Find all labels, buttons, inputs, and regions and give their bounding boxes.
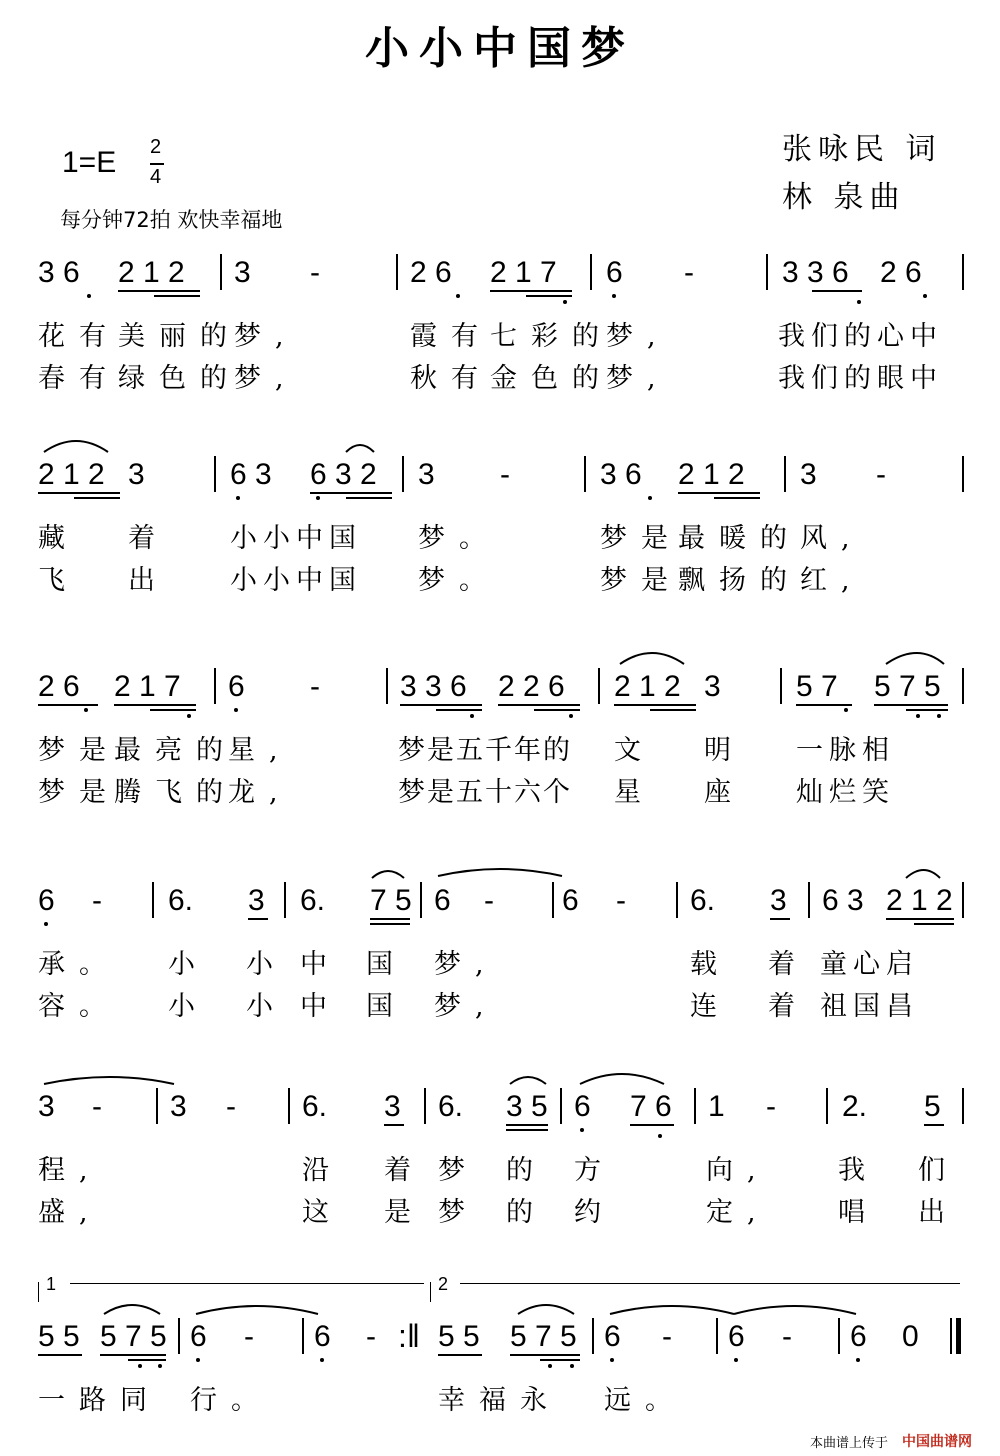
time-signature-bottom: 4 xyxy=(150,166,162,188)
note-group: 0 xyxy=(902,1320,919,1353)
key-signature: 1=E xyxy=(62,146,117,179)
lyric-verse2: 这 xyxy=(302,1197,343,1228)
lyric-verse2: 盛, xyxy=(38,1197,102,1228)
lyric-verse1: 梦。 xyxy=(418,523,500,554)
lyric-verse1: 着 xyxy=(768,949,809,980)
slur xyxy=(510,1077,546,1084)
lyric-verse1: 文 xyxy=(614,735,655,766)
lyric-verse2: 春有 xyxy=(38,363,120,394)
lyric-verse2: 金色的 xyxy=(490,363,613,394)
lyric-verse1: 梦, xyxy=(434,949,498,980)
lyric-verse2: 红, xyxy=(800,565,864,596)
lyric-verse1: 行。 xyxy=(190,1385,272,1416)
note-group: 2 1 2 xyxy=(38,458,105,491)
note-group: 2 1 2 xyxy=(886,884,953,917)
lyric-verse2: 腾飞的 xyxy=(114,777,237,808)
lyric-verse2: 星 xyxy=(614,777,655,808)
lyric-verse1: 一脉相 xyxy=(796,735,895,766)
note-group: 5 xyxy=(924,1090,941,1123)
note-dash: - xyxy=(310,670,320,703)
lyric-verse1: 沿 xyxy=(302,1155,343,1186)
note-group: 6 xyxy=(574,1090,591,1123)
note-group: 2. xyxy=(842,1090,868,1123)
lyric-verse1: 星, xyxy=(228,735,292,766)
lyric-verse1: 一路同 xyxy=(38,1385,161,1416)
note-group: 2 1 2 xyxy=(678,458,745,491)
slur xyxy=(346,445,374,452)
note-group: 2 1 2 xyxy=(118,256,185,289)
note-group: 6 xyxy=(314,1320,331,1353)
repeat-sign: :‖ xyxy=(398,1318,421,1354)
note-group: 3 xyxy=(418,458,435,491)
note-group: 1 xyxy=(708,1090,725,1123)
note-group: 3 6 xyxy=(600,458,642,491)
lyric-verse1: 国 xyxy=(366,949,407,980)
note-dash: - xyxy=(310,256,320,289)
slur xyxy=(44,441,108,452)
lyric-verse2: 连 xyxy=(690,991,731,1022)
note-group: 6 3 2 xyxy=(310,458,377,491)
lyric-verse2: 中 xyxy=(300,991,341,1022)
lyric-verse1: 小 xyxy=(246,949,287,980)
lyric-verse2: 梦是 xyxy=(38,777,120,808)
lyric-verse2: 出 xyxy=(128,565,169,596)
tie xyxy=(734,1306,856,1314)
note-group: 5 7 xyxy=(796,670,838,703)
lyric-verse1: 明 xyxy=(704,735,745,766)
lyric-verse1: 梦 xyxy=(438,1155,479,1186)
note-group: 2 6 xyxy=(880,256,922,289)
note-group: 3 xyxy=(384,1090,401,1123)
note-dash: - xyxy=(92,884,102,917)
lyric-verse2: 飞 xyxy=(38,565,79,596)
lyric-verse1: 梦是 xyxy=(600,523,682,554)
lyric-verse2: 梦 xyxy=(438,1197,479,1228)
lyric-verse2: 灿烂笑 xyxy=(796,777,895,808)
note-dash: - xyxy=(244,1320,254,1353)
note-dash: - xyxy=(366,1320,376,1353)
lyric-verse1: 最亮的 xyxy=(114,735,237,766)
lyric-verse2: 是 xyxy=(384,1197,425,1228)
lyric-verse2: 梦。 xyxy=(418,565,500,596)
lyric-verse2: 祖国昌 xyxy=(820,991,919,1022)
lyric-verse1: 藏 xyxy=(38,523,79,554)
lyric-verse2: 小 xyxy=(246,991,287,1022)
composer-credit: 林 泉曲 xyxy=(782,180,906,215)
lyric-verse2: 梦, xyxy=(434,991,498,1022)
tie xyxy=(196,1306,318,1314)
lyric-verse1: 中 xyxy=(300,949,341,980)
note-group: 2 6 xyxy=(410,256,452,289)
lyric-verse1: 梦, xyxy=(234,321,298,352)
note-group: 6. xyxy=(438,1090,464,1123)
note-dash: - xyxy=(662,1320,672,1353)
lyric-verse1: 我 xyxy=(838,1155,879,1186)
note-dash: - xyxy=(766,1090,776,1123)
lyric-verse2: 座 xyxy=(704,777,745,808)
note-group: 3 xyxy=(170,1090,187,1123)
lyric-verse1: 最暖的 xyxy=(678,523,801,554)
note-group: 5 7 5 xyxy=(874,670,941,703)
note-dash: - xyxy=(500,458,510,491)
lyric-verse1: 们 xyxy=(918,1155,959,1186)
note-group: 6 xyxy=(604,1320,621,1353)
note-group: 3 xyxy=(128,458,145,491)
note-group: 6. xyxy=(300,884,326,917)
lyric-verse1: 向, xyxy=(706,1155,770,1186)
note-group: 3 5 xyxy=(506,1090,548,1123)
lyric-verse2: 秋有 xyxy=(410,363,492,394)
note-group: 6 xyxy=(38,884,55,917)
note-dash: - xyxy=(92,1090,102,1123)
lyric-verse2: 小小中国 xyxy=(230,565,362,596)
note-group: 5 7 5 xyxy=(100,1320,167,1353)
note-group: 6 xyxy=(190,1320,207,1353)
slur xyxy=(372,871,404,878)
lyric-verse1: 方 xyxy=(574,1155,615,1186)
lyric-verse2: 我们的眼中 xyxy=(778,363,943,394)
lyric-verse2: 约 xyxy=(574,1197,615,1228)
note-dash: - xyxy=(226,1090,236,1123)
lyric-verse1: 着 xyxy=(384,1155,425,1186)
lyric-verse1: 我们的心中 xyxy=(778,321,943,352)
footer-upload-text: 本曲谱上传于 xyxy=(810,1436,889,1451)
note-dash: - xyxy=(782,1320,792,1353)
lyric-verse1: 载 xyxy=(690,949,731,980)
tie xyxy=(610,1306,734,1314)
lyric-verse2: 飘扬的 xyxy=(678,565,801,596)
note-group: 2 1 7 xyxy=(490,256,557,289)
song-title: 小小中国梦 xyxy=(365,23,635,74)
lyric-verse2: 国 xyxy=(366,991,407,1022)
note-group: 2 6 xyxy=(38,670,80,703)
note-group: 3 6 xyxy=(38,256,80,289)
lyric-verse2: 龙, xyxy=(228,777,292,808)
lyric-verse1: 霞有 xyxy=(410,321,492,352)
lyric-verse2: 小 xyxy=(168,991,209,1022)
note-group: 5 5 xyxy=(438,1320,480,1353)
time-signature-top: 2 xyxy=(150,136,162,158)
lyric-verse2: 梦, xyxy=(606,363,670,394)
note-group: 6 xyxy=(562,884,579,917)
note-group: 3 3 6 xyxy=(782,256,849,289)
note-group: 6 xyxy=(728,1320,745,1353)
lyric-verse1: 美丽的 xyxy=(118,321,241,352)
note-group: 6 3 xyxy=(230,458,272,491)
note-group: 3 xyxy=(38,1090,55,1123)
volta-2-number: 2 xyxy=(438,1274,449,1294)
footer-site-logo[interactable]: 中国曲谱网 xyxy=(902,1434,972,1450)
slur xyxy=(620,653,684,664)
lyric-verse1: 小 xyxy=(168,949,209,980)
note-group: 2 1 2 xyxy=(614,670,681,703)
lyric-verse2: 着 xyxy=(768,991,809,1022)
lyric-verse2: 梦, xyxy=(234,363,298,394)
lyric-verse1: 着 xyxy=(128,523,169,554)
note-group: 3 xyxy=(704,670,721,703)
lyric-verse1: 童心启 xyxy=(820,949,919,980)
note-group: 7 5 xyxy=(370,884,412,917)
slur xyxy=(104,1305,160,1314)
note-group: 6 xyxy=(228,670,245,703)
note-dash: - xyxy=(684,256,694,289)
lyric-verse1: 七彩的 xyxy=(490,321,613,352)
lyric-verse2: 容。 xyxy=(38,991,120,1022)
lyric-verse1: 远。 xyxy=(604,1385,686,1416)
lyric-verse2: 的 xyxy=(506,1197,547,1228)
lyric-verse2: 绿色的 xyxy=(118,363,241,394)
note-group: 5 5 xyxy=(38,1320,80,1353)
note-group: 5 7 5 xyxy=(510,1320,577,1353)
lyric-verse2: 定, xyxy=(706,1197,770,1228)
lyric-verse1: 承。 xyxy=(38,949,120,980)
lyricist-credit: 张咏民 词 xyxy=(782,132,942,167)
note-group: 6. xyxy=(690,884,716,917)
note-group: 2 2 6 xyxy=(498,670,565,703)
note-dash: - xyxy=(616,884,626,917)
lyric-verse1: 梦是五千年的 xyxy=(398,735,572,766)
note-group: 6. xyxy=(302,1090,328,1123)
lyric-verse1: 花有 xyxy=(38,321,120,352)
tempo-marking: 每分钟72拍 欢快幸福地 xyxy=(60,208,283,232)
slur xyxy=(580,1074,664,1084)
slur xyxy=(906,870,940,878)
note-group: 6 xyxy=(606,256,623,289)
note-group: 6 xyxy=(850,1320,867,1353)
slur xyxy=(886,653,944,664)
lyric-verse2: 梦是 xyxy=(600,565,682,596)
note-group: 2 1 7 xyxy=(114,670,181,703)
tie xyxy=(438,869,562,876)
note-group: 6. xyxy=(168,884,194,917)
tie xyxy=(44,1077,174,1084)
note-group: 6 3 xyxy=(822,884,864,917)
lyric-verse1: 小小中国 xyxy=(230,523,362,554)
lyric-verse2: 出 xyxy=(918,1197,959,1228)
lyric-verse1: 风, xyxy=(800,523,864,554)
slur xyxy=(518,1305,574,1314)
note-group: 3 3 6 xyxy=(400,670,467,703)
lyric-verse1: 梦是 xyxy=(38,735,120,766)
lyric-verse1: 幸福永 xyxy=(438,1385,561,1416)
lyric-verse2: 唱 xyxy=(838,1197,879,1228)
note-dash: - xyxy=(876,458,886,491)
lyric-verse1: 程, xyxy=(38,1155,102,1186)
note-group: 3 xyxy=(234,256,251,289)
note-dash: - xyxy=(484,884,494,917)
volta-1-number: 1 xyxy=(46,1274,57,1294)
lyric-verse1: 的 xyxy=(506,1155,547,1186)
note-group: 3 xyxy=(248,884,265,917)
note-group: 7 6 xyxy=(630,1090,672,1123)
note-group: 3 xyxy=(770,884,787,917)
note-group: 6 xyxy=(434,884,451,917)
lyric-verse1: 梦, xyxy=(606,321,670,352)
note-group: 3 xyxy=(800,458,817,491)
lyric-verse2: 梦是五十六个 xyxy=(398,777,572,808)
